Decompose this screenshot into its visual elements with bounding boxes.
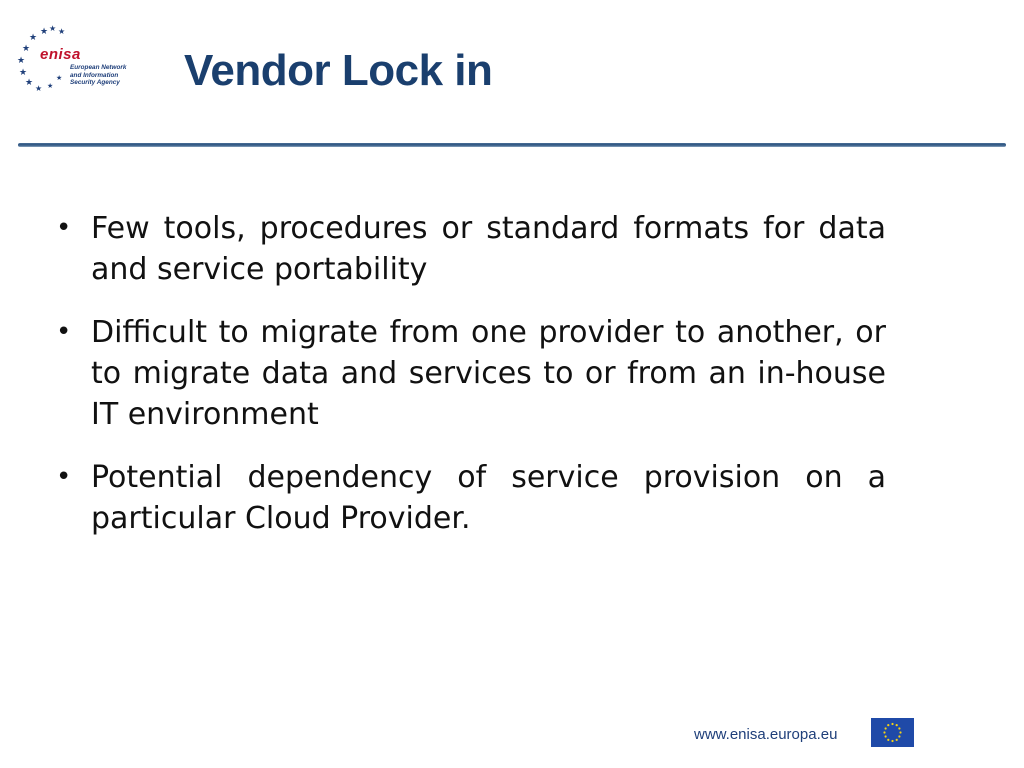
logo-wordmark: enisa xyxy=(40,46,81,63)
eu-flag-icon xyxy=(871,718,914,747)
bullet-list xyxy=(54,208,886,561)
svg-text:★: ★ xyxy=(35,84,43,92)
logo-tagline-line: Security Agency xyxy=(70,79,120,87)
bullet-text: Few tools, procedures or standard formats for data and service portability xyxy=(91,211,886,287)
enisa-logo xyxy=(16,24,136,92)
title-divider xyxy=(18,143,1006,147)
logo-tagline-line: European Network xyxy=(70,64,127,71)
svg-text:★: ★ xyxy=(25,78,34,88)
bullet-icon: • xyxy=(56,317,72,347)
svg-text:★: ★ xyxy=(40,27,49,37)
svg-text:★: ★ xyxy=(49,24,57,33)
svg-text:★: ★ xyxy=(47,82,54,90)
svg-text:★: ★ xyxy=(29,33,38,43)
bullet-icon: • xyxy=(56,213,72,243)
svg-text:★: ★ xyxy=(17,56,26,66)
bullet-text: Potential dependency of service provision on a particular Cloud Provider. xyxy=(91,460,886,536)
footer-website-link[interactable]: www.enisa.europa.eu xyxy=(694,726,838,743)
bullet-item xyxy=(54,312,886,435)
bullet-icon: • xyxy=(56,462,72,492)
logo-tagline-line: and Information xyxy=(70,71,119,79)
svg-text:★: ★ xyxy=(22,44,31,54)
bullet-item xyxy=(54,457,886,539)
bullet-item xyxy=(54,208,886,290)
svg-text:★: ★ xyxy=(58,27,66,36)
slide-title: Vendor Lock in xyxy=(184,46,493,95)
bullet-text: Difficult to migrate from one provider to another, or to migrate data and services to or from an in-house IT environment xyxy=(91,315,886,432)
svg-text:★: ★ xyxy=(56,74,63,82)
svg-text:★: ★ xyxy=(19,68,28,78)
logo-tagline xyxy=(70,64,144,87)
